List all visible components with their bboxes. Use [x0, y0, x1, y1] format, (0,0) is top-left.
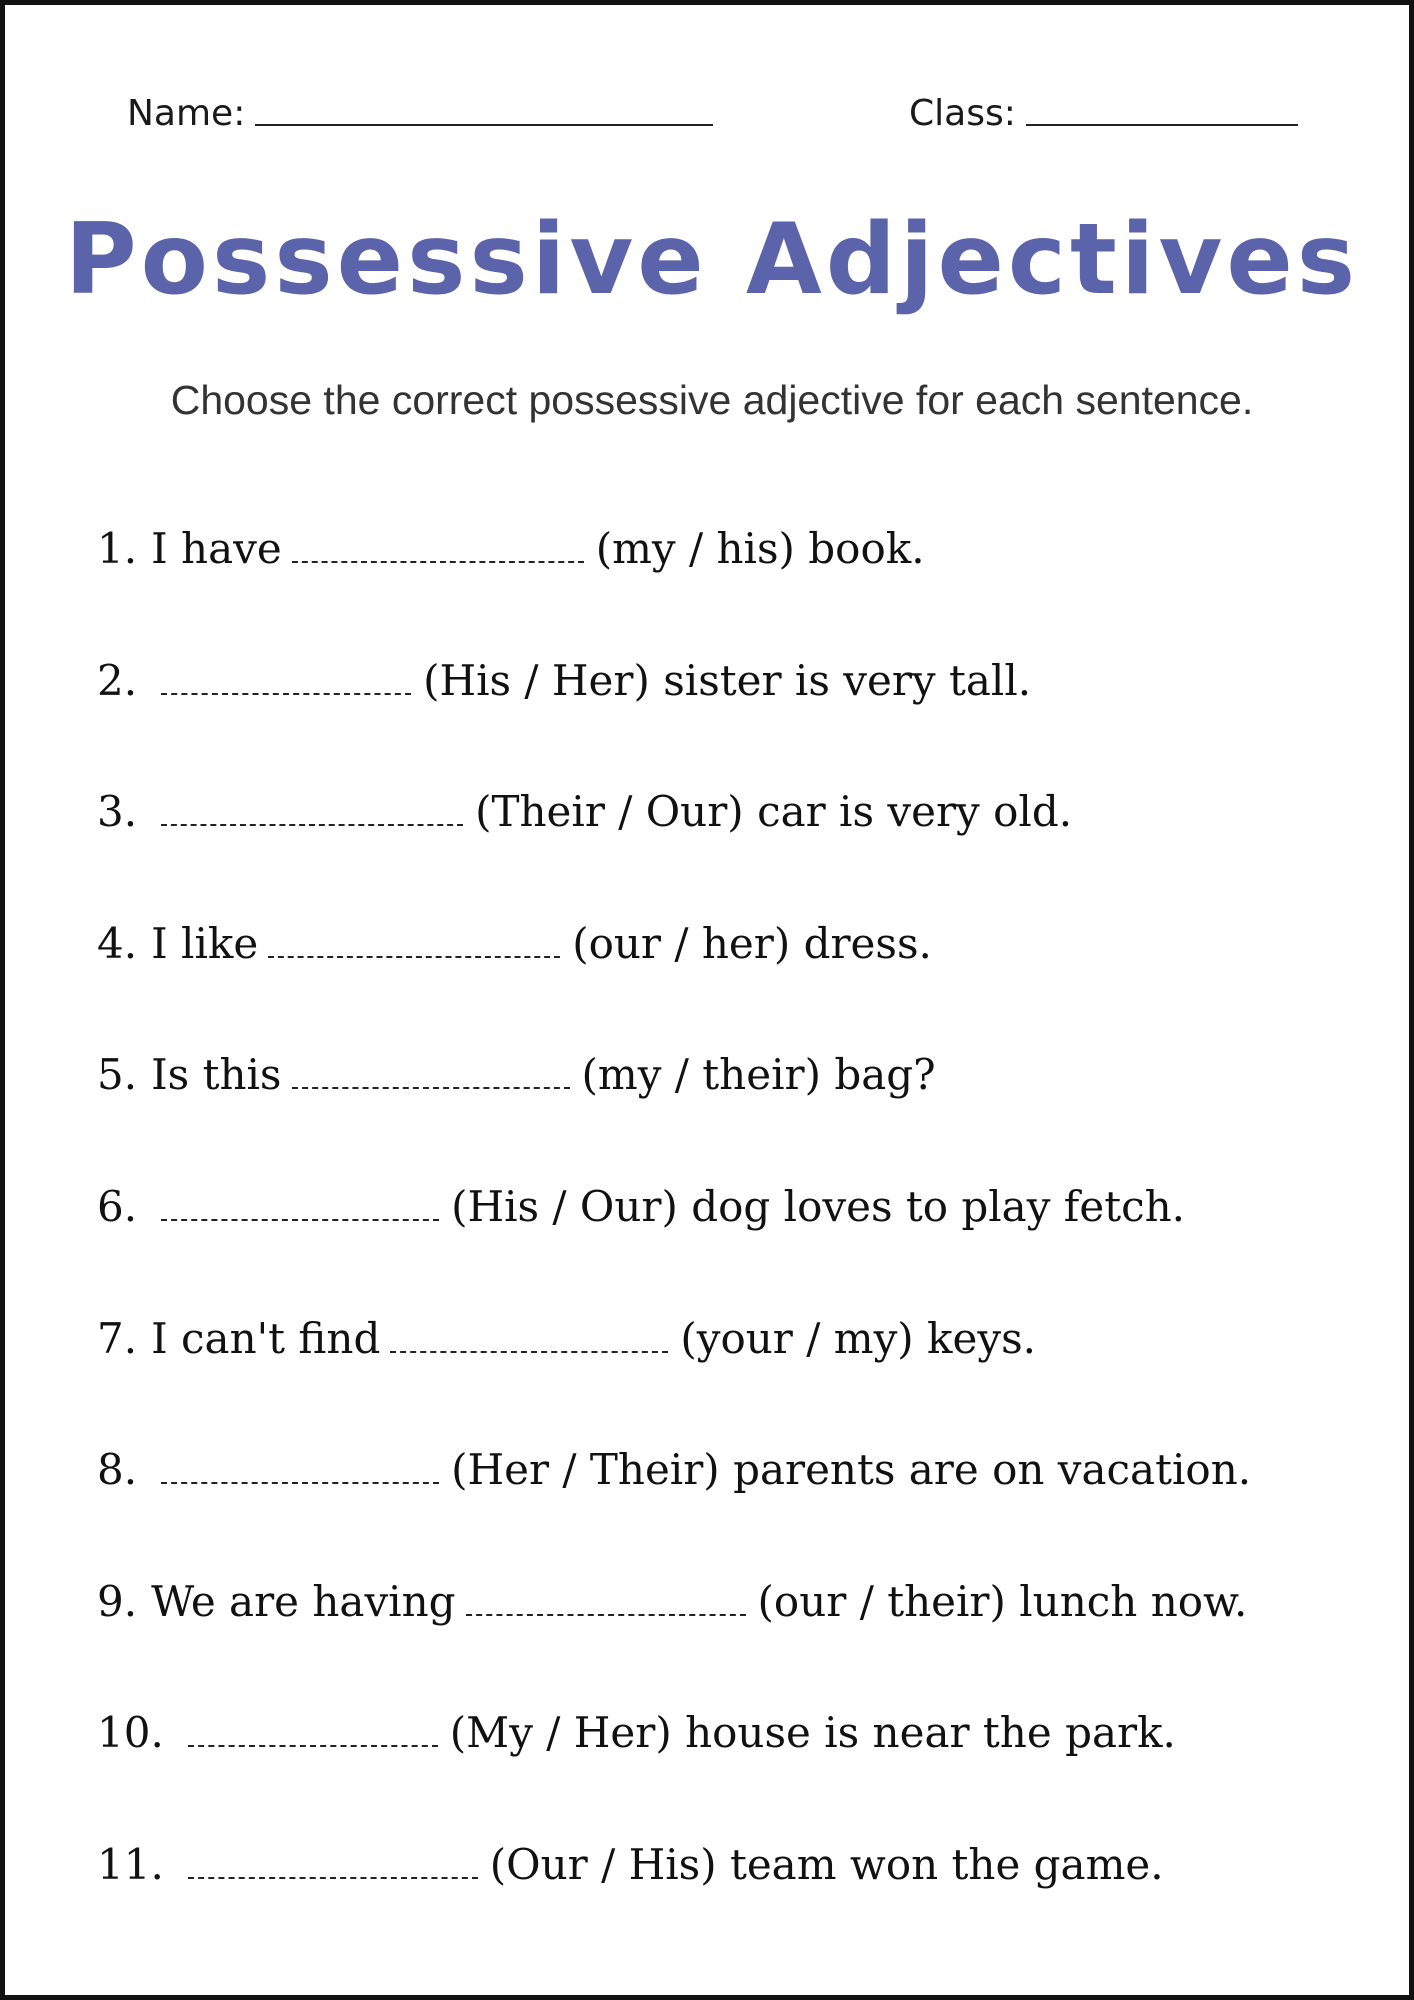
question-options: (My / Her) [449, 1708, 672, 1758]
answer-blank[interactable] [292, 1085, 570, 1089]
answer-blank[interactable] [161, 822, 463, 826]
question-suffix: lunch now. [1019, 1576, 1248, 1626]
name-blank-line[interactable] [255, 123, 713, 126]
question-number: 3. [97, 787, 138, 837]
question-suffix: keys. [927, 1313, 1036, 1363]
question-number: 4. [97, 918, 138, 968]
question-number: 6. [97, 1181, 138, 1231]
question-options: (our / her) [572, 918, 791, 968]
class-blank-line[interactable] [1026, 123, 1298, 126]
question-options: (His / Her) [423, 655, 650, 705]
question-prefix: We are having [151, 1576, 456, 1626]
question-suffix: house is near the park. [685, 1708, 1176, 1758]
question-suffix: parents are on vacation. [733, 1445, 1252, 1495]
answer-blank[interactable] [161, 1480, 439, 1484]
question-item [97, 1835, 1357, 1967]
question-number: 10. [97, 1708, 164, 1758]
question-prefix: I like [151, 918, 259, 968]
question-number: 8. [97, 1445, 138, 1495]
question-prefix: I have [151, 524, 282, 573]
answer-blank[interactable] [188, 1875, 478, 1879]
question-options: (His / Our) [451, 1181, 678, 1231]
question-item [97, 1572, 1357, 1704]
answer-blank[interactable] [292, 559, 584, 563]
question-item [97, 519, 1357, 651]
answer-blank[interactable] [390, 1349, 668, 1353]
question-prefix: Is this [151, 1050, 282, 1100]
question-number: 7. [97, 1313, 138, 1363]
answer-blank[interactable] [466, 1612, 746, 1616]
question-prefix: I can't find [151, 1313, 381, 1363]
answer-blank[interactable] [161, 691, 411, 695]
question-item [97, 782, 1357, 914]
question-suffix: sister is very tall. [663, 655, 1032, 705]
question-number: 9. [97, 1576, 138, 1626]
question-item [97, 1045, 1357, 1177]
question-item [97, 1703, 1357, 1835]
answer-blank[interactable] [268, 954, 560, 958]
question-item [97, 914, 1357, 1046]
question-item [97, 1309, 1357, 1441]
question-options: (my / their) [581, 1050, 821, 1100]
answer-blank[interactable] [161, 1217, 439, 1221]
question-suffix: car is very old. [757, 787, 1073, 837]
question-options: (Our / His) [489, 1839, 717, 1889]
question-suffix: dog loves to play fetch. [691, 1181, 1186, 1231]
question-options: (Their / Our) [475, 787, 744, 837]
instructions-text: Choose the correct possessive adjective for each sentence. [170, 377, 1254, 423]
question-number: 5. [97, 1050, 138, 1100]
question-options: (our / their) [757, 1576, 1006, 1626]
question-options: (Her / Their) [451, 1445, 720, 1495]
question-suffix: team won the game. [729, 1839, 1164, 1889]
question-suffix: dress. [803, 918, 932, 968]
question-suffix: bag? [834, 1050, 936, 1100]
question-item [97, 651, 1357, 783]
question-number: 1. [97, 524, 138, 573]
question-options: (my / his) [595, 524, 795, 573]
class-field[interactable] [909, 93, 1298, 134]
question-item [97, 1440, 1357, 1572]
question-suffix: book. [808, 524, 925, 573]
name-field[interactable] [127, 93, 713, 134]
worksheet-title: Possessive Adjectives [64, 203, 1360, 317]
question-list [97, 519, 1357, 1967]
class-label: Class: [909, 93, 1016, 134]
question-options: (your / my) [680, 1313, 914, 1363]
question-number: 11. [97, 1839, 164, 1889]
question-number: 2. [97, 655, 138, 705]
answer-blank[interactable] [188, 1743, 438, 1747]
question-item [97, 1177, 1357, 1309]
name-label: Name: [127, 93, 246, 134]
